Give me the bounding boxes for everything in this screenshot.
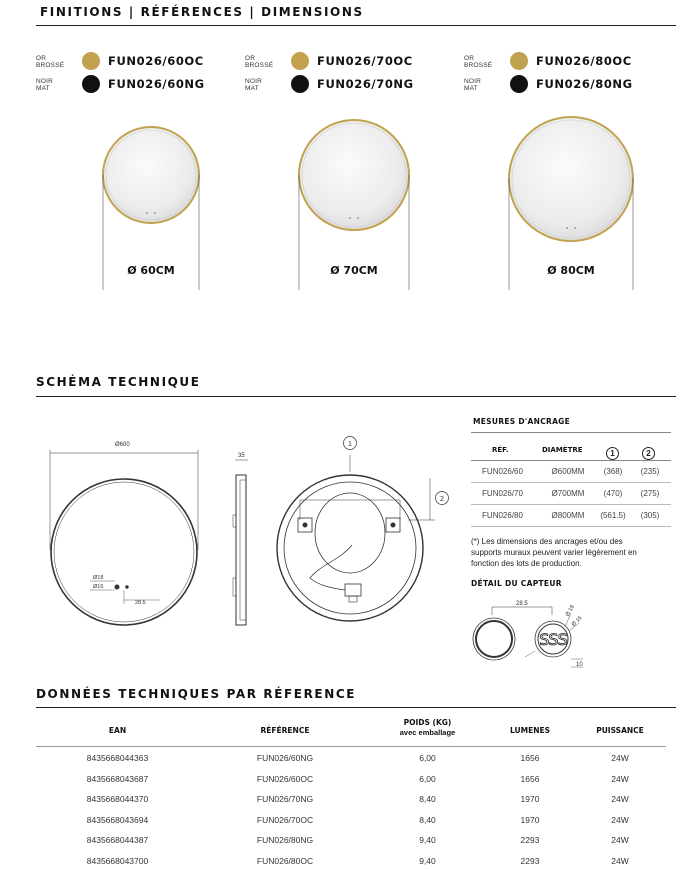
back-marker-2: 2: [440, 496, 444, 503]
ancrage-cell: (561.5): [600, 511, 626, 520]
finitions-rule: [36, 25, 676, 26]
front-view: [50, 450, 198, 625]
donnees-cell: 24W: [611, 835, 629, 845]
finish-black-label-2: NOIR MAT: [464, 78, 482, 92]
ancrage-header-1: [606, 443, 619, 461]
finish-black-label-1: NOIR MAT: [245, 78, 263, 92]
ancrage-header-2-label: 2: [642, 447, 655, 460]
finish-gold-ref-2: FUN026/80OC: [536, 54, 632, 68]
finish-black-ref-2: FUN026/80NG: [536, 77, 633, 91]
finish-gold-label-0: OR BROSSÉ: [36, 55, 65, 69]
finish-gold-swatch-1: [291, 52, 309, 70]
donnees-header-lumens: LUMENES: [510, 726, 550, 735]
ancrage-note-line-2: supports muraux peuvent varier légèrement en: [471, 548, 637, 557]
ancrage-rule-top: [471, 432, 671, 433]
ancrage-cell: Ø700MM: [551, 489, 585, 498]
donnees-cell: 24W: [611, 855, 629, 866]
donnees-header-ean: EAN: [108, 726, 127, 735]
ancrage-cell: (470): [603, 489, 623, 498]
ancrage-cell: (275): [640, 489, 660, 498]
capteur-width-label: 28.5: [516, 601, 528, 607]
donnees-cell: 24W: [611, 794, 629, 804]
ancrage-row-rule: [471, 504, 671, 505]
front-diameter-label: Ø600: [115, 442, 130, 448]
capteur-d16-label: Ø 16: [570, 615, 584, 628]
donnees-title: DONNÉES TECHNIQUES PAR RÉFERENCE: [36, 687, 357, 701]
finish-black-ref-0: FUN026/60NG: [108, 77, 205, 91]
donnees-cell: 1970: [520, 814, 540, 825]
ancrage-cell: Ø800MM: [551, 511, 585, 520]
ancrage-header-1-label: 1: [606, 447, 619, 460]
ancrage-row-rule: [471, 526, 671, 527]
ancrage-note-line-1: (*) Les dimensions des ancrages et/ou des: [471, 537, 623, 546]
donnees-cell: 9,40: [419, 855, 436, 866]
front-d16-label: Ø16: [93, 584, 104, 590]
finish-gold-label-1: OR BROSSÉ: [245, 55, 274, 69]
ancrage-cell: (368): [603, 467, 623, 476]
donnees-cell: 1970: [520, 794, 540, 804]
donnees-cell: 1656: [520, 773, 540, 784]
ancrage-cell: (305): [640, 511, 660, 520]
donnees-cell: 8435668044387: [86, 835, 149, 845]
front-offset-label: 28.5: [135, 600, 146, 606]
finitions-title: FINITIONS | RÉFÉRENCES | DIMENSIONS: [40, 5, 364, 19]
ancrage-cell: FUN026/60: [482, 467, 523, 476]
back-view: [277, 455, 435, 621]
ancrage-rule-header: [471, 460, 671, 461]
ancrage-note-line-3: fonction des lots de production.: [471, 559, 582, 568]
ancrage-header-diameter: DIAMÈTRE: [542, 446, 583, 454]
donnees-cell: 8435668044370: [86, 794, 149, 804]
dimension-80: Ø 80CM: [547, 264, 595, 277]
ancrage-header-2: [642, 443, 655, 461]
ancrage-note: [471, 536, 681, 569]
technical-drawing: [0, 400, 470, 670]
front-d18-label: Ø18: [93, 575, 104, 581]
capteur-letters: SSS: [539, 630, 567, 649]
donnees-cell: 8,40: [419, 794, 436, 804]
capteur-d18-label: Ø 18: [564, 604, 576, 618]
finish-black-ref-1: FUN026/70NG: [317, 77, 414, 91]
donnees-cell: 1656: [520, 753, 540, 763]
dimension-70: Ø 70CM: [330, 264, 378, 277]
donnees-cell: 24W: [611, 753, 629, 763]
donnees-cell: 24W: [611, 773, 629, 784]
finish-black-swatch-0: [82, 75, 100, 93]
donnees-cell: 8435668043700: [86, 855, 149, 866]
donnees-cell: 2293: [520, 835, 540, 845]
finish-black-swatch-1: [291, 75, 309, 93]
donnees-header-poids: [380, 718, 475, 737]
capteur-drawing: [465, 595, 595, 675]
side-view: [233, 460, 248, 625]
donnees-cell: FUN026/70OC: [256, 814, 314, 825]
capteur-height-label: 10: [576, 662, 583, 668]
ancrage-cell: FUN026/70: [482, 489, 523, 498]
donnees-cell: 6,00: [419, 773, 436, 784]
finish-black-label-0: NOIR MAT: [36, 78, 54, 92]
ancrage-cell: Ø600MM: [551, 467, 585, 476]
ancrage-header-ref: RÉF.: [492, 446, 509, 454]
finish-gold-ref-0: FUN026/60OC: [108, 54, 204, 68]
donnees-header-poids-line2: avec emballage: [399, 728, 456, 737]
donnees-cell: 6,00: [419, 753, 436, 763]
donnees-cell: 2293: [520, 855, 540, 866]
finish-gold-swatch-2: [510, 52, 528, 70]
donnees-cell: FUN026/60NG: [256, 753, 314, 763]
capteur-title: DÉTAIL DU CAPTEUR: [471, 579, 562, 588]
donnees-header-poids-line1: POIDS (KG): [403, 718, 452, 727]
donnees-cell: 8435668043687: [86, 773, 149, 784]
back-marker-1: 1: [348, 441, 352, 448]
donnees-cell: FUN026/80OC: [256, 855, 314, 866]
donnees-cell: FUN026/70NG: [256, 794, 314, 804]
donnees-cell: 9,40: [419, 835, 436, 845]
ancrage-cell: FUN026/80: [482, 511, 523, 520]
donnees-rule: [36, 707, 676, 708]
donnees-cell: FUN026/80NG: [256, 835, 314, 845]
donnees-header-power: PUISSANCE: [596, 726, 644, 735]
finish-gold-label-2: OR BROSSÉ: [464, 55, 493, 69]
ancrage-title: MESURES D'ANCRAGE: [473, 417, 571, 426]
finish-gold-swatch-0: [82, 52, 100, 70]
finish-black-swatch-2: [510, 75, 528, 93]
dimension-60: Ø 60CM: [127, 264, 175, 277]
donnees-header-ref: RÉFÉRENCE: [260, 726, 310, 735]
donnees-cell: 8,40: [419, 814, 436, 825]
ancrage-cell: (235): [640, 467, 660, 476]
donnees-cell: 8435668044363: [86, 753, 149, 763]
finish-gold-ref-1: FUN026/70OC: [317, 54, 413, 68]
donnees-header-rule: [36, 746, 666, 747]
donnees-cell: 24W: [611, 814, 629, 825]
donnees-cell: FUN026/60OC: [256, 773, 314, 784]
donnees-cell: 8435668043694: [86, 814, 149, 825]
ancrage-row-rule: [471, 482, 671, 483]
side-depth-label: 35: [238, 453, 245, 459]
schema-rule: [36, 396, 676, 397]
schema-title: SCHÉMA TECHNIQUE: [36, 375, 201, 389]
